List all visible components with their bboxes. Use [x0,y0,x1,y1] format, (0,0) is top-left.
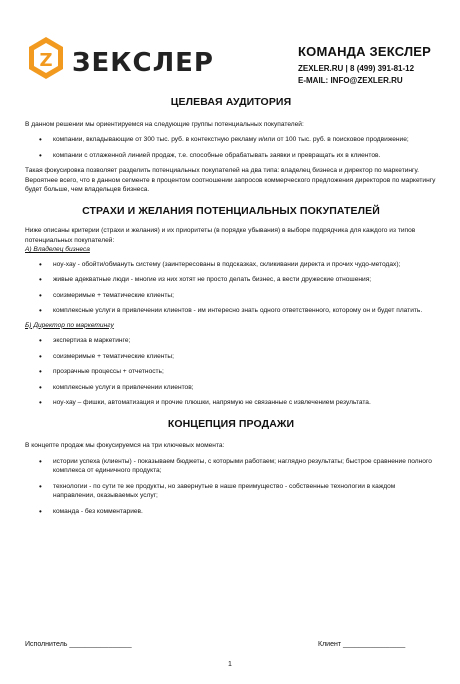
zexler-logo-icon [28,36,64,80]
bullet-list [25,336,437,408]
section-title-fears-desires: СТРАХИ И ЖЕЛАНИЯ ПОТЕНЦИАЛЬНЫХ ПОКУПАТЕЛЕЙ [82,204,380,217]
list-item: • команда - без комментариев. [25,507,437,517]
paragraph: В концепте продаж мы фокусируемся на три ключевых момента: [25,442,225,449]
paragraph: В данном решении мы ориентируемся на следующие группы потенциальных покупателей: [25,120,304,128]
list-item: • компании с отлаженной линией продаж, т.е. способные обрабатывать заявки и превращать их в клиентов. [25,151,437,161]
paragraph: Такая фокусировка позволяет разделить потенциальных покупателей на два типа: владелец бизнеса и директор по маркетингу. Вероятнее всего, что в данном сегменте в процентом соотношении запросов коммерческого предложения директоров по маркетингу будет больше, чем владельцев бизнеса. [25,167,436,193]
executor-signature-line: Исполнитель ________________ [25,641,132,648]
section-title-target-audience: ЦЕЛЕВАЯ АУДИТОРИЯ [170,96,292,108]
list-item: • соизмеримые + тематические клиенты; [25,352,437,362]
group-b-label: Б) Директор по маркетингу [25,321,114,329]
client-signature-line: Клиент ________________ [318,641,406,648]
list-item: • экспертиза в маркетинге; [25,336,437,346]
group-a-label: А) Владелец бизнеса [25,246,90,253]
page-number: 1 [228,661,232,668]
list-item: • ноу-хау - обойти/обмануть систему (заинтересованы в подсказках, скликивании директа и прочих чудо-методах); [25,260,437,270]
logo-letter: Z [39,50,53,71]
paragraph: Ниже описаны критерии (страхи и желания) и их приоритеты (в порядке убывания) в выборе подрядчика для каждого из типов потенциальных покупателей: [25,227,416,244]
contact-block [298,44,431,87]
email: E-MAIL: INFO@ZEXLER.RU [298,76,403,85]
bullet-list [25,457,437,517]
bullet-list [25,260,437,316]
list-item: • ноу-хау – фишки, автоматизация и прочие плюшки, напрямую не связанные с извлечением результата. [25,398,437,408]
company-name: КОМАНДА ЗЕКСЛЕР [298,44,432,59]
letterhead [0,0,460,100]
list-item: • технологии - по сути те же продукты, но завернутые в наше преимущество - собственные технологии в каждом направлении, оказываемых услуг; [25,482,437,501]
document-body [25,98,437,516]
list-item: • соизмеримые + тематические клиенты; [25,291,437,301]
list-item: • истории успеха (клиенты) - показываем бюджеты, с которыми работаем; наглядно результаты; быстрое сравнение полного комплекса от единичного продукта; [25,457,437,476]
section-title-sales-concept: КОНЦЕПЦИЯ ПРОДАЖИ [167,417,295,430]
list-item: • прозрачные процессы + отчетность; [25,367,437,377]
bullet-list [25,135,437,160]
site-phone: ZEXLER.RU | 8 (499) 391-81-12 [298,64,415,73]
list-item: • компании, вкладывающие от 300 тыс. руб. в контекстную рекламу и/или от 100 тыс. руб. в поисковое продвижение; [25,135,437,145]
list-item: • комплексные услуги в привлечении клиентов; [25,383,437,393]
logo-wordmark: ЗЕКСЛЕР [72,48,214,78]
list-item: • комплексные услуги в привлечении клиентов - им интересно знать одного ответственного, которому он и будет платить. [25,306,437,316]
list-item: • живые адекватные люди - многие из них хотят не просто делать бизнес, а вести дружеские отношения; [25,275,437,285]
